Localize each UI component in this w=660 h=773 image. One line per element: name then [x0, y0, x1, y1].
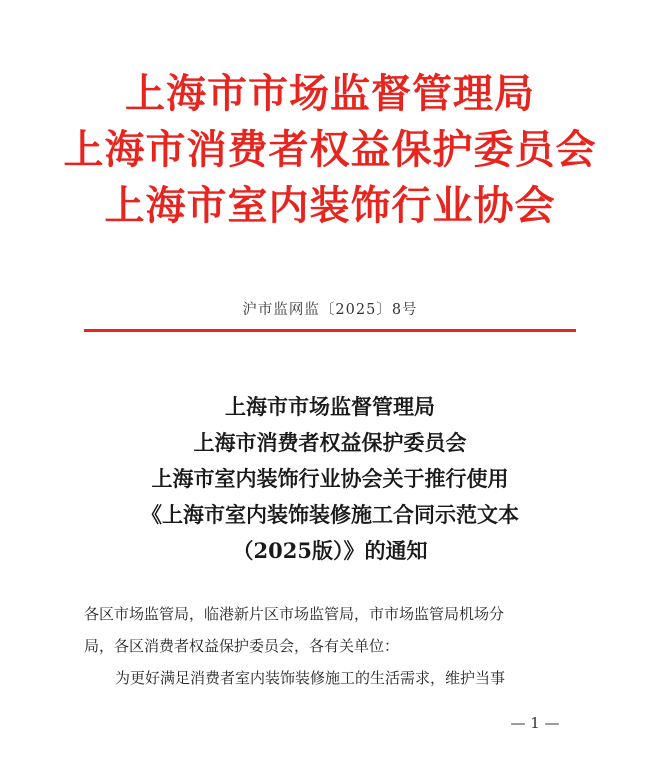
- title-line-4: 《上海市室内装饰装修施工合同示范文本: [141, 502, 519, 527]
- header-authority-2: 上海市消费者权益保护委员会: [63, 126, 597, 173]
- title-line-2: 上海市消费者权益保护委员会: [193, 430, 467, 455]
- title-line-1: 上海市市场监督管理局: [225, 394, 435, 419]
- title-line-5: （2025版）》的通知: [232, 538, 428, 563]
- issuing-authorities-header: [0, 66, 660, 234]
- document-title: [0, 389, 660, 569]
- header-authority-1: 上海市市场监督管理局: [125, 70, 535, 117]
- document-number: 沪市监网监〔2025〕8号: [242, 302, 418, 318]
- header-authority-3: 上海市室内装饰行业协会: [104, 182, 556, 229]
- title-line-3: 上海市室内装饰行业协会关于推行使用: [151, 466, 509, 491]
- body-line-3: 为更好满足消费者室内装饰装修施工的生活需求，维护当事: [115, 669, 506, 687]
- body-line-1: 各区市场监管局，临港新片区市场监管局，市市场监管局机场分: [84, 605, 505, 623]
- document-body: [84, 598, 580, 694]
- page-number: — 1 —: [510, 714, 560, 732]
- red-divider-line: [84, 329, 576, 332]
- body-line-2: 局，各区消费者权益保护委员会，各有关单位：: [84, 637, 400, 655]
